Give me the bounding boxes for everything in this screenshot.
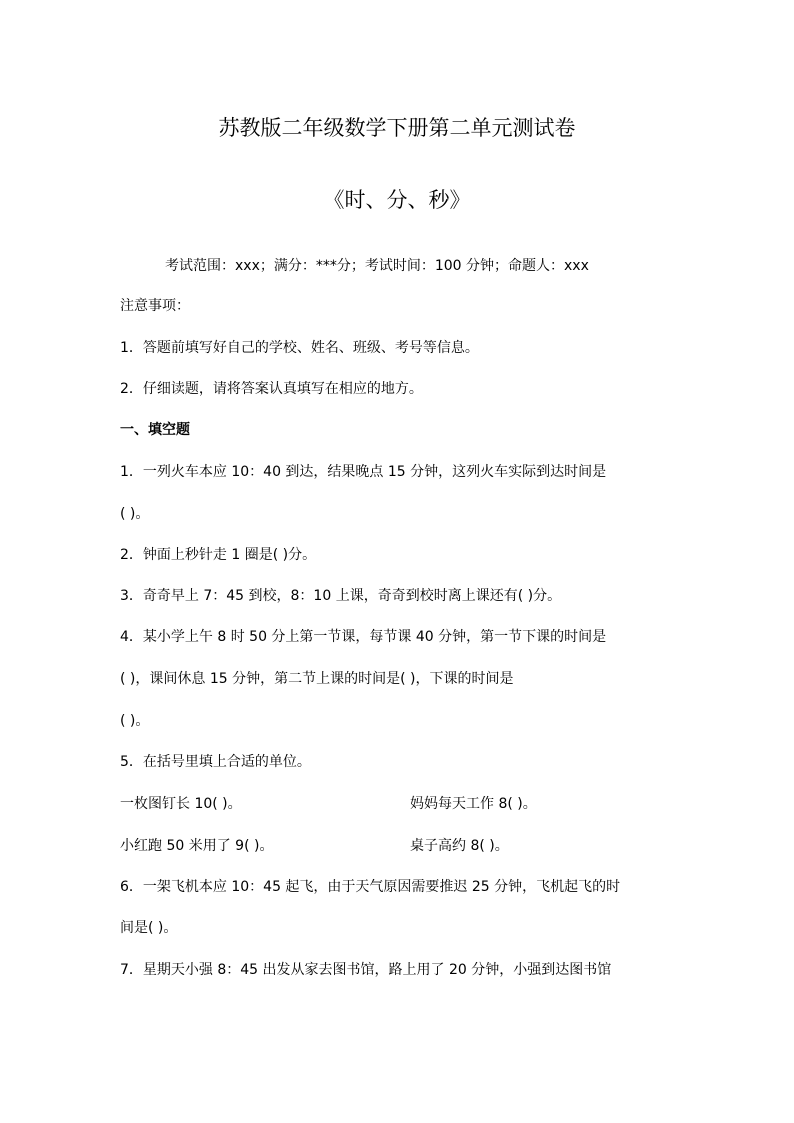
- notice-item: 1．答题前填写好自己的学校、姓名、班级、考号等信息。: [120, 340, 479, 356]
- question-6-line-1: 6．一架飞机本应 10：45 起飞，由于天气原因需要推迟 25 分钟，飞机起飞的时: [120, 879, 621, 895]
- notice-heading: 注意事项：: [120, 298, 190, 314]
- question-6-line-2: 间是( )。: [120, 920, 178, 936]
- question-5-item-a: 一枚图钉长 10( )。: [120, 796, 242, 812]
- exam-subtitle: 《时、分、秒》: [323, 188, 471, 212]
- exam-title: 苏教版二年级数学下册第二单元测试卷: [218, 116, 576, 140]
- question-3: 3．奇奇早上 7：45 到校，8：10 上课，奇奇到校时离上课还有( )分。: [120, 588, 562, 604]
- exam-info: 考试范围：xxx；满分：***分；考试时间：100 分钟；命题人：xxx: [165, 258, 589, 274]
- question-5-item-b: 妈妈每天工作 8( )。: [410, 796, 537, 812]
- notice-item: 2．仔细读题，请将答案认真填写在相应的地方。: [120, 381, 423, 397]
- question-5-item-c: 小红跑 50 米用了 9( )。: [120, 838, 274, 854]
- question-4-line-2: ( )，课间休息 15 分钟，第二节上课的时间是( )，下课的时间是: [120, 671, 514, 687]
- question-5-item-d: 桌子高约 8( )。: [410, 838, 509, 854]
- question-7-line-1: 7．星期天小强 8：45 出发从家去图书馆，路上用了 20 分钟，小强到达图书馆: [120, 962, 612, 978]
- question-1-line-2: ( )。: [120, 506, 150, 522]
- question-4-line-3: ( )。: [120, 713, 150, 729]
- section-heading: 一、填空题: [120, 422, 190, 438]
- question-5: 5．在括号里填上合适的单位。: [120, 754, 311, 770]
- question-1-line-1: 1．一列火车本应 10：40 到达，结果晚点 15 分钟，这列火车实际到达时间是: [120, 464, 607, 480]
- question-2: 2．钟面上秒针走 1 圈是( )分。: [120, 547, 317, 563]
- question-4-line-1: 4．某小学上午 8 时 50 分上第一节课，每节课 40 分钟，第一节下课的时间是: [120, 629, 607, 645]
